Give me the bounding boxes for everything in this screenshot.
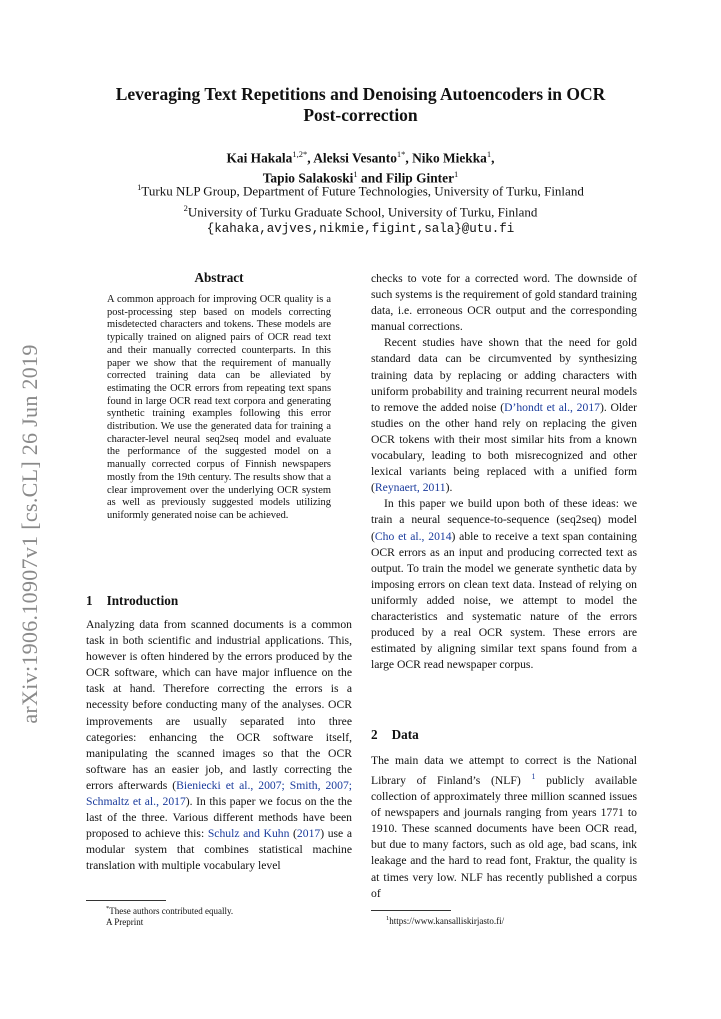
body-text: ). Older studies on the other hand rely on replacing the given OCR tokens with their most similar hits from a known vocabulary, leading to both misrecognized and other lexical variants being replaced with a unified form ( <box>371 400 637 495</box>
section-title: Introduction <box>106 593 179 608</box>
footnote-text: These authors contributed equally. <box>109 906 234 916</box>
title-line-1: Leveraging Text Repetitions and Denoising Autoencoders in OCR <box>115 84 606 104</box>
author-line-1 <box>60 146 661 166</box>
arxiv-identifier: arXiv:1906.10907v1 [cs.CL] 26 Jun 2019 <box>17 344 42 724</box>
right-column-intro <box>371 271 637 673</box>
body-text: ) able to receive a text span containing OCR errors as an input and producing corrected text as output. To train the model we generate synthetic data by imposing errors on clean text data. Instead of relying on uniformly added noise, we attempt to model the characteristics and systematic nature of the errors produced by a real OCR system. These errors are estimated by aligning similar text spans found from a large OCR read newspaper corpus. <box>371 529 637 672</box>
preprint-label: A Preprint <box>106 917 144 927</box>
author-separator: and <box>357 170 386 186</box>
section-number: 1 <box>86 593 93 608</box>
body-text: Analyzing data from scanned documents is a common task in both scientific and industrial applications. This, however is often hindered by the errors produced by the OCR software, which can have major influence on the task at hand. Therefore correcting the errors is a necessity before conducting many of the analyses. OCR improvements are usually separated into three categories: enhancing the OCR software itself, manipulating the scanned images so that the OCR software has an easier job, and lastly correcting the errors afterwards ( <box>86 618 352 792</box>
affiliations <box>60 179 661 237</box>
body-text: ( <box>289 827 297 841</box>
section-heading-data <box>371 727 419 743</box>
author-separator: , <box>405 150 413 166</box>
affiliation-2 <box>60 200 661 221</box>
author-affiliation-mark: 1* <box>396 149 406 159</box>
author-affiliation-mark: 1 <box>353 169 358 180</box>
author-affiliation-mark: 1 <box>486 149 492 159</box>
citation-link[interactable]: Bieniecki et al., 2007; Smith, 2007; Schmaltz et al., 2017 <box>86 778 352 809</box>
paper-title <box>60 84 661 126</box>
body-paragraph: checks to vote for a corrected word. The downside of such systems is the requirement of gold standard training data, i.e. erroneous OCR output and the corresponding manual corrections. <box>371 272 637 334</box>
citation-link[interactable]: 2017 <box>296 827 321 841</box>
body-text: The main data we attempt to correct is the National Library of Finland’s (NLF) <box>371 754 637 787</box>
footnote-mark: 1 <box>386 915 390 922</box>
author-separator: , <box>491 150 495 166</box>
footnote-rule <box>371 910 451 911</box>
author-name: Niko Miekka <box>412 150 487 166</box>
body-paragraph <box>371 496 637 673</box>
footnote-url[interactable]: https://www.kansalliskirjasto.fi/ <box>389 916 505 926</box>
abstract-text: A common approach for improving OCR quality is a post-processing step based on models correcting misdetected characters and tokens. These models are typically trained on aligned pairs of OCR read text and their manually corrected counterparts. In this paper we show that the requirement of manually corrected training data can be alleviated by estimating the OCR errors from repeating text spans found in large OCR read text corpora and generating synthetic training examples following this error distribution. We use the generated data for training a character-level neural seq2seq model and evaluate the performance of the suggested model on a manually corrected corpus of Finnish newspapers mostly from the 19th century. The results show that a clear improvement over the underlying OCR system as well as previously suggested models utilizing uniformly generated noise can be achieved. <box>107 294 331 521</box>
section-heading-introduction <box>86 593 178 609</box>
affiliation-mark: 2 <box>183 202 188 213</box>
citation-link[interactable]: D’hondt et al., 2017 <box>504 400 600 414</box>
citation-link[interactable]: Schulz and Kuhn <box>207 827 290 841</box>
section-number: 2 <box>371 727 378 742</box>
section-title: Data <box>391 727 419 742</box>
footnote-left <box>106 903 356 928</box>
citation-link[interactable]: Cho et al., 2014 <box>374 529 452 543</box>
abstract-heading: Abstract <box>194 270 244 285</box>
author-name: Aleksi Vesanto <box>313 150 397 166</box>
citation-link[interactable]: Reynaert, 2011 <box>374 481 446 495</box>
affiliation-text: University of Turku Graduate School, University of Turku, Finland <box>187 204 538 220</box>
affiliation-mark: 1 <box>137 182 142 192</box>
body-text: ). In this paper we focus on the the last of the three. Various different methods have been proposed to achieve this: <box>86 795 352 841</box>
author-name: Tapio Salakoski <box>262 170 354 186</box>
body-text: publicly available collection of approximately three million scanned issues of newspapers and journals ranging from years 1771 to 1910. These scanned documents have been OCR read, but due to many factors, such as old age, bad scans, ink leakage and the hard to read font, Fraktur, the quality is at times very low. NLF has recently published a corpus of <box>371 773 637 900</box>
author-affiliation-mark: 1 <box>454 169 459 180</box>
footnote-rule <box>86 900 166 901</box>
body-text: ) use a modular system that combines statistical machine translation with multiple vocabulary level <box>86 827 353 873</box>
body-paragraph <box>371 335 637 496</box>
body-text: Recent studies have shown that the need for gold standard data can be circumvented by synthesizing training data by replacing or adding characters with uniform probability and training recurrent neural models to remove the added noise ( <box>371 336 637 414</box>
body-text: In this paper we build upon both of these ideas: we train a neural sequence-to-sequence (seq2seq) model ( <box>371 497 637 543</box>
introduction-paragraph <box>86 617 352 875</box>
data-paragraph <box>371 753 637 902</box>
author-name: Filip Ginter <box>385 170 455 186</box>
author-emails: {kahaka,avjves,nikmie,figint,sala}@utu.fi <box>206 221 515 236</box>
author-separator: , <box>307 150 314 166</box>
title-line-2: Post-correction <box>303 105 418 125</box>
body-text: ). <box>445 481 453 495</box>
affiliation-1 <box>60 179 661 200</box>
footnote-right <box>386 913 636 927</box>
author-affiliation-mark: 1,2* <box>292 149 308 159</box>
affiliation-text: Turku NLP Group, Department of Future Technologies, University of Turku, Finland <box>141 183 584 199</box>
footnote-link[interactable]: 1 <box>531 772 536 782</box>
footnote-mark: * <box>106 905 110 912</box>
author-name: Kai Hakala <box>226 150 293 166</box>
